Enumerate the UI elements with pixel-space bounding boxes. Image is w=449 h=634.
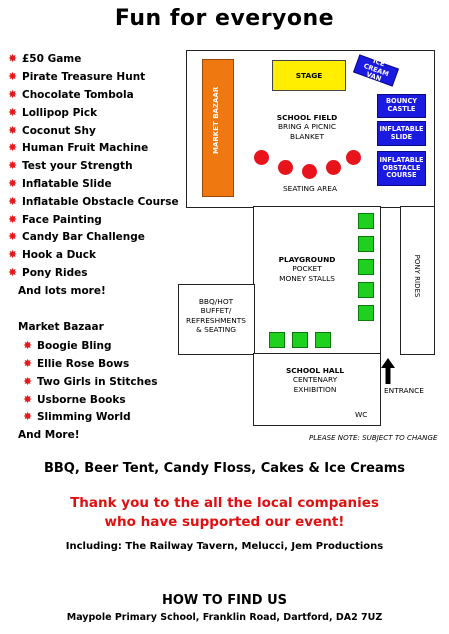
seating-table <box>326 160 341 175</box>
address-line: Maypole Primary School, Franklin Road, Dartford, DA2 7UZ <box>66 612 383 623</box>
star-icon: ✸ <box>8 124 18 137</box>
activity-label: Chocolate Tombola <box>22 89 134 101</box>
pocket-text: POCKET <box>292 264 322 274</box>
activity-item <box>8 88 178 101</box>
star-icon: ✸ <box>8 141 18 154</box>
playground-title: PLAYGROUND <box>278 255 336 264</box>
star-icon: ✸ <box>8 106 18 119</box>
activity-label: Inflatable Slide <box>22 178 112 190</box>
sponsors-line: Including: The Railway Tavern, Melucci, Jem Productions <box>65 541 384 552</box>
star-icon: ✸ <box>23 410 33 423</box>
inflatable-obstacle-course <box>377 151 426 186</box>
activity-label: Inflatable Obstacle Course <box>22 196 179 208</box>
change-note: PLEASE NOTE: SUBJECT TO CHANGE <box>309 433 438 442</box>
market-item <box>23 339 193 352</box>
star-icon: ✸ <box>23 339 33 352</box>
bbq-line: REFRESHMENTS <box>186 315 246 325</box>
activity-item <box>8 52 178 65</box>
seating-table <box>254 150 269 165</box>
star-icon: ✸ <box>8 88 18 101</box>
activity-label: Candy Bar Challenge <box>22 231 145 243</box>
thanks-line-1: Thank you to the all the local companies <box>70 495 379 511</box>
activity-item <box>8 230 178 243</box>
stall <box>292 332 308 348</box>
stage-area <box>272 60 346 91</box>
bring-picnic-text: BRING A PICNIC <box>277 122 337 132</box>
stall <box>315 332 331 348</box>
bouncy-castle <box>377 94 426 118</box>
market-title: Market Bazaar <box>18 321 104 333</box>
activity-label: Hook a Duck <box>22 249 96 261</box>
stall <box>358 305 374 321</box>
star-icon: ✸ <box>8 52 18 65</box>
activity-item <box>8 141 178 154</box>
activity-label: £50 Game <box>22 53 82 65</box>
centenary-text: CENTENARY <box>292 375 338 385</box>
activity-item <box>8 159 178 172</box>
exhibition-text: EXHIBITION <box>293 384 337 394</box>
blanket-text: BLANKET <box>290 131 324 141</box>
seating-table <box>278 160 293 175</box>
market-item <box>23 393 193 406</box>
activity-item <box>8 248 178 261</box>
stall <box>358 282 374 298</box>
playground-label <box>266 255 348 283</box>
star-icon: ✸ <box>23 375 33 388</box>
inflatable-slide-label: INFLATABLE SLIDE <box>379 124 424 141</box>
money-stalls-text: MONEY STALLS <box>279 273 335 283</box>
activity-item <box>8 106 178 119</box>
school-hall-label <box>270 366 360 394</box>
inflatable-slide <box>377 121 426 146</box>
seating-area-label: SEATING AREA <box>282 184 338 193</box>
activity-label: Face Painting <box>22 214 102 226</box>
star-icon: ✸ <box>23 393 33 406</box>
market-bazaar-label: MARKET BAZAAR <box>212 86 220 154</box>
stall <box>358 259 374 275</box>
bbq-line: BBQ/HOT <box>198 297 234 306</box>
activities-more: And lots more! <box>18 285 106 297</box>
ice-cream-van-label: ICE CREAM VAN <box>362 56 390 84</box>
activity-label: Test your Strength <box>22 160 133 172</box>
activity-item <box>8 266 178 279</box>
find-us-title: HOW TO FIND US <box>161 593 288 608</box>
market-item-label: Usborne Books <box>37 394 126 406</box>
star-icon: ✸ <box>8 248 18 261</box>
activity-item <box>8 124 178 137</box>
bbq-label <box>180 297 252 335</box>
pony-rides-label: PONY RIDES <box>413 254 421 298</box>
stall <box>269 332 285 348</box>
thanks-line-2: who have supported our event! <box>104 514 345 530</box>
star-icon: ✸ <box>8 213 18 226</box>
star-icon: ✸ <box>8 230 18 243</box>
star-icon: ✸ <box>8 159 18 172</box>
market-item-label: Ellie Rose Bows <box>37 358 130 370</box>
food-line: BBQ, Beer Tent, Candy Floss, Cakes & Ice Creams <box>43 461 406 476</box>
activity-item <box>8 177 178 190</box>
activity-label: Human Fruit Machine <box>22 142 149 154</box>
star-icon: ✸ <box>8 266 18 279</box>
seating-table <box>346 150 361 165</box>
market-item-label: Boogie Bling <box>37 340 112 352</box>
stall <box>358 213 374 229</box>
market-item-label: Two Girls in Stitches <box>37 376 158 388</box>
wc-label: WC <box>355 410 368 419</box>
school-field-label <box>262 113 352 141</box>
activity-item <box>8 70 178 83</box>
star-icon: ✸ <box>23 357 33 370</box>
market-item-label: Slimming World <box>37 411 131 423</box>
inflatable-obstacle-course-label: INFLATABLE OBSTACLE COURSE <box>379 155 424 180</box>
entrance-label: ENTRANCE <box>384 386 424 395</box>
market-item <box>23 410 193 423</box>
bouncy-castle-label: BOUNCY CASTLE <box>385 97 418 113</box>
activity-item <box>8 195 178 208</box>
activity-item <box>8 213 178 226</box>
star-icon: ✸ <box>8 177 18 190</box>
market-item <box>23 375 193 388</box>
school-field-title: SCHOOL FIELD <box>276 113 338 122</box>
activity-label: Pirate Treasure Hunt <box>22 71 146 83</box>
activity-label: Lollipop Pick <box>22 107 98 119</box>
page-title: Fun for everyone <box>114 6 335 31</box>
school-hall-title: SCHOOL HALL <box>285 366 345 375</box>
bbq-line: & SEATING <box>196 325 236 335</box>
activity-label: Coconut Shy <box>22 125 96 137</box>
star-icon: ✸ <box>8 195 18 208</box>
stall <box>358 236 374 252</box>
entrance-arrow-icon <box>381 358 395 384</box>
stage-label: STAGE <box>295 71 323 80</box>
activity-label: Pony Rides <box>22 267 88 279</box>
seating-table <box>302 164 317 179</box>
market-more: And More! <box>18 429 80 441</box>
market-item <box>23 357 193 370</box>
star-icon: ✸ <box>8 70 18 83</box>
bbq-line: BUFFET/ <box>200 306 232 316</box>
